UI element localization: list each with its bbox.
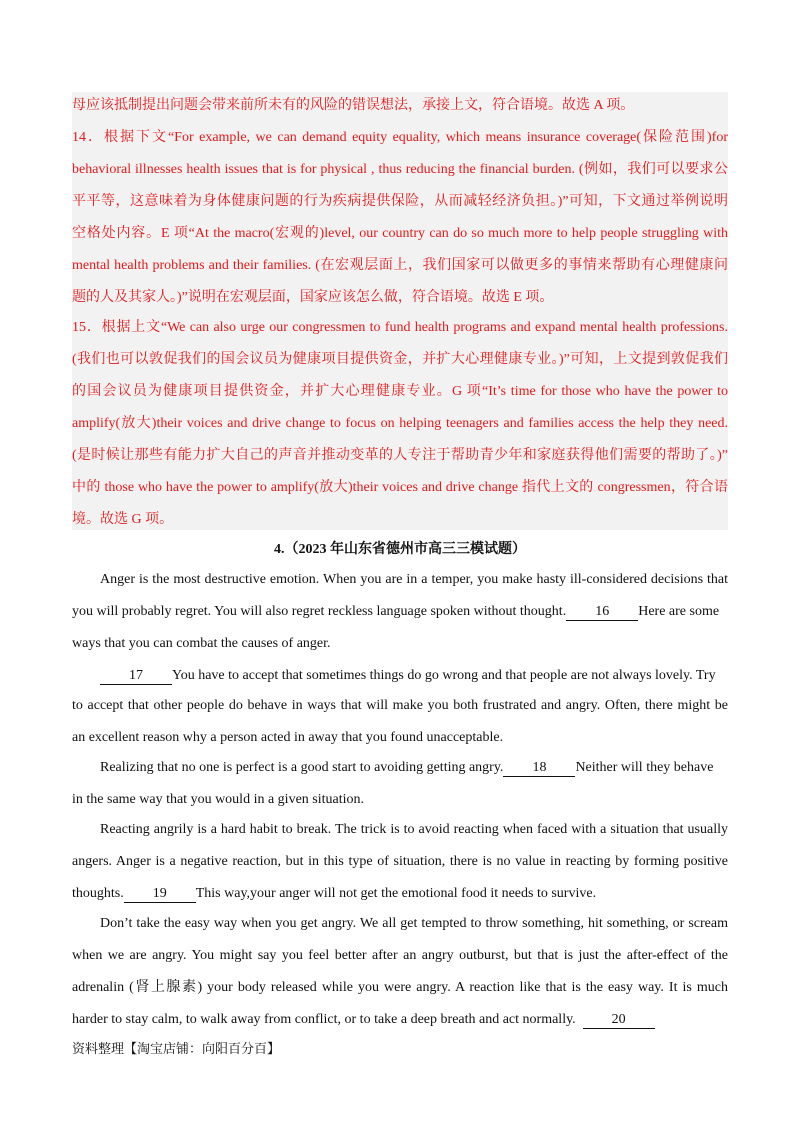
explanation-line: 中的 those who have the power to amplify(放大)their voices and drive change 指代上文的 congressmen，符合语 — [72, 480, 728, 495]
passage-line: in the same way that you would in a given situation. — [72, 792, 365, 807]
passage-text: you will probably regret. You will also regret reckless language spoken without thought. — [72, 604, 567, 619]
explanation-line: 境。故选 G 项。 — [72, 512, 174, 527]
answer-blank-16[interactable]: 16 — [566, 603, 638, 621]
passage-line: Reacting angrily is a hard habit to break. The trick is to avoid reacting when faced with a situation that usually — [100, 822, 728, 837]
explanation-line: 的国会议员为健康项目提供资金，并扩大心理健康专业。G 项“It’s time for those who have the power to — [72, 384, 728, 399]
passage-text: Here are some — [638, 604, 720, 619]
passage-line — [100, 666, 716, 686]
passage-text: thoughts. — [72, 886, 124, 901]
answer-blank-19[interactable]: 19 — [124, 885, 196, 903]
passage-line: an excellent reason why a person acted in away that you found unacceptable. — [72, 730, 504, 745]
passage-text: You have to accept that sometimes things do go wrong and that people are not always lovely. Try — [172, 668, 716, 683]
explanation-line: amplify(放大)their voices and drive change to focus on helping teenagers and families access the help they need. — [72, 416, 728, 431]
passage-line: adrenalin (肾上腺素) your body released while you were angry. A reaction like that is the easy way. It is much — [72, 980, 728, 995]
page-footer: 资料整理【淘宝店铺：向阳百分百】 — [72, 1042, 281, 1057]
answer-blank-17[interactable]: 17 — [100, 667, 172, 685]
passage-text: Neither will they behave — [575, 760, 714, 775]
passage-line: Anger is the most destructive emotion. When you are in a temper, you make hasty ill-considered decisions that — [100, 572, 728, 587]
passage-line: Don’t take the easy way when you get angry. We all get tempted to throw something, hit something, or scream — [100, 916, 728, 931]
passage-line: to accept that other people do behave in ways that will make you both frustrated and angry. Often, there might be — [72, 698, 728, 713]
passage-line — [72, 1010, 655, 1030]
passage-text: harder to stay calm, to walk away from conflict, or to take a deep breath and act normally. — [72, 1012, 576, 1027]
section-title: 4.（2023 年山东省德州市高三三模试题） — [274, 542, 526, 557]
passage-text: Realizing that no one is perfect is a good start to avoiding getting angry. — [100, 760, 504, 775]
explanation-line: (是时候让那些有能力扩大自己的声音并推动变革的人专注于帮助青少年和家庭获得他们需要的帮助了。)” — [72, 448, 728, 463]
answer-explanation-box — [72, 92, 728, 530]
answer-blank-18[interactable]: 18 — [503, 759, 575, 777]
explanation-line: (我们也可以敦促我们的国会议员为健康项目提供资金，并扩大心理健康专业。)”可知，上文提到敦促我们 — [72, 352, 728, 367]
explanation-line: 14．根据下文“For example, we can demand equity equality, which means insurance coverage(保险范围)for — [72, 130, 728, 145]
explanation-line: 15．根据上文“We can also urge our congressmen to fund health programs and expand mental health professions. — [72, 320, 728, 335]
answer-blank-20[interactable]: 20 — [583, 1011, 655, 1029]
explanation-line: mental health problems and their families. (在宏观层面上，我们国家可以做更多的事情来帮助有心理健康问 — [72, 258, 728, 273]
passage-text: This way,your anger will not get the emotional food it needs to survive. — [195, 886, 597, 901]
passage-line: angers. Anger is a negative reaction, but in this type of situation, there is no value in reacting by forming positive — [72, 854, 728, 869]
explanation-line: 空格处内容。E 项“At the macro(宏观的)level, our country can do so much more to help people struggling with — [72, 226, 728, 241]
explanation-line: behavioral illnesses health issues that is for physical , thus reducing the financial burden. (例如，我们可以要求公 — [72, 162, 728, 177]
passage-line: ways that you can combat the causes of anger. — [72, 636, 331, 651]
passage-line — [100, 758, 713, 778]
explanation-line: 平平等，这意味着为身体健康问题的行为疾病提供保险，从而减轻经济负担。)”可知，下文通过举例说明 — [72, 194, 728, 209]
passage-line — [72, 884, 596, 904]
passage-line — [72, 602, 719, 622]
explanation-line: 母应该抵制提出问题会带来前所未有的风险的错误想法，承接上文，符合语境。故选 A 项。 — [72, 98, 635, 113]
passage-line: when we are angry. You might say you feel better after an angry outburst, but that is just the after-effect of the — [72, 948, 728, 963]
explanation-line: 题的人及其家人。)”说明在宏观层面，国家应该怎么做，符合语境。故选 E 项。 — [72, 290, 554, 305]
